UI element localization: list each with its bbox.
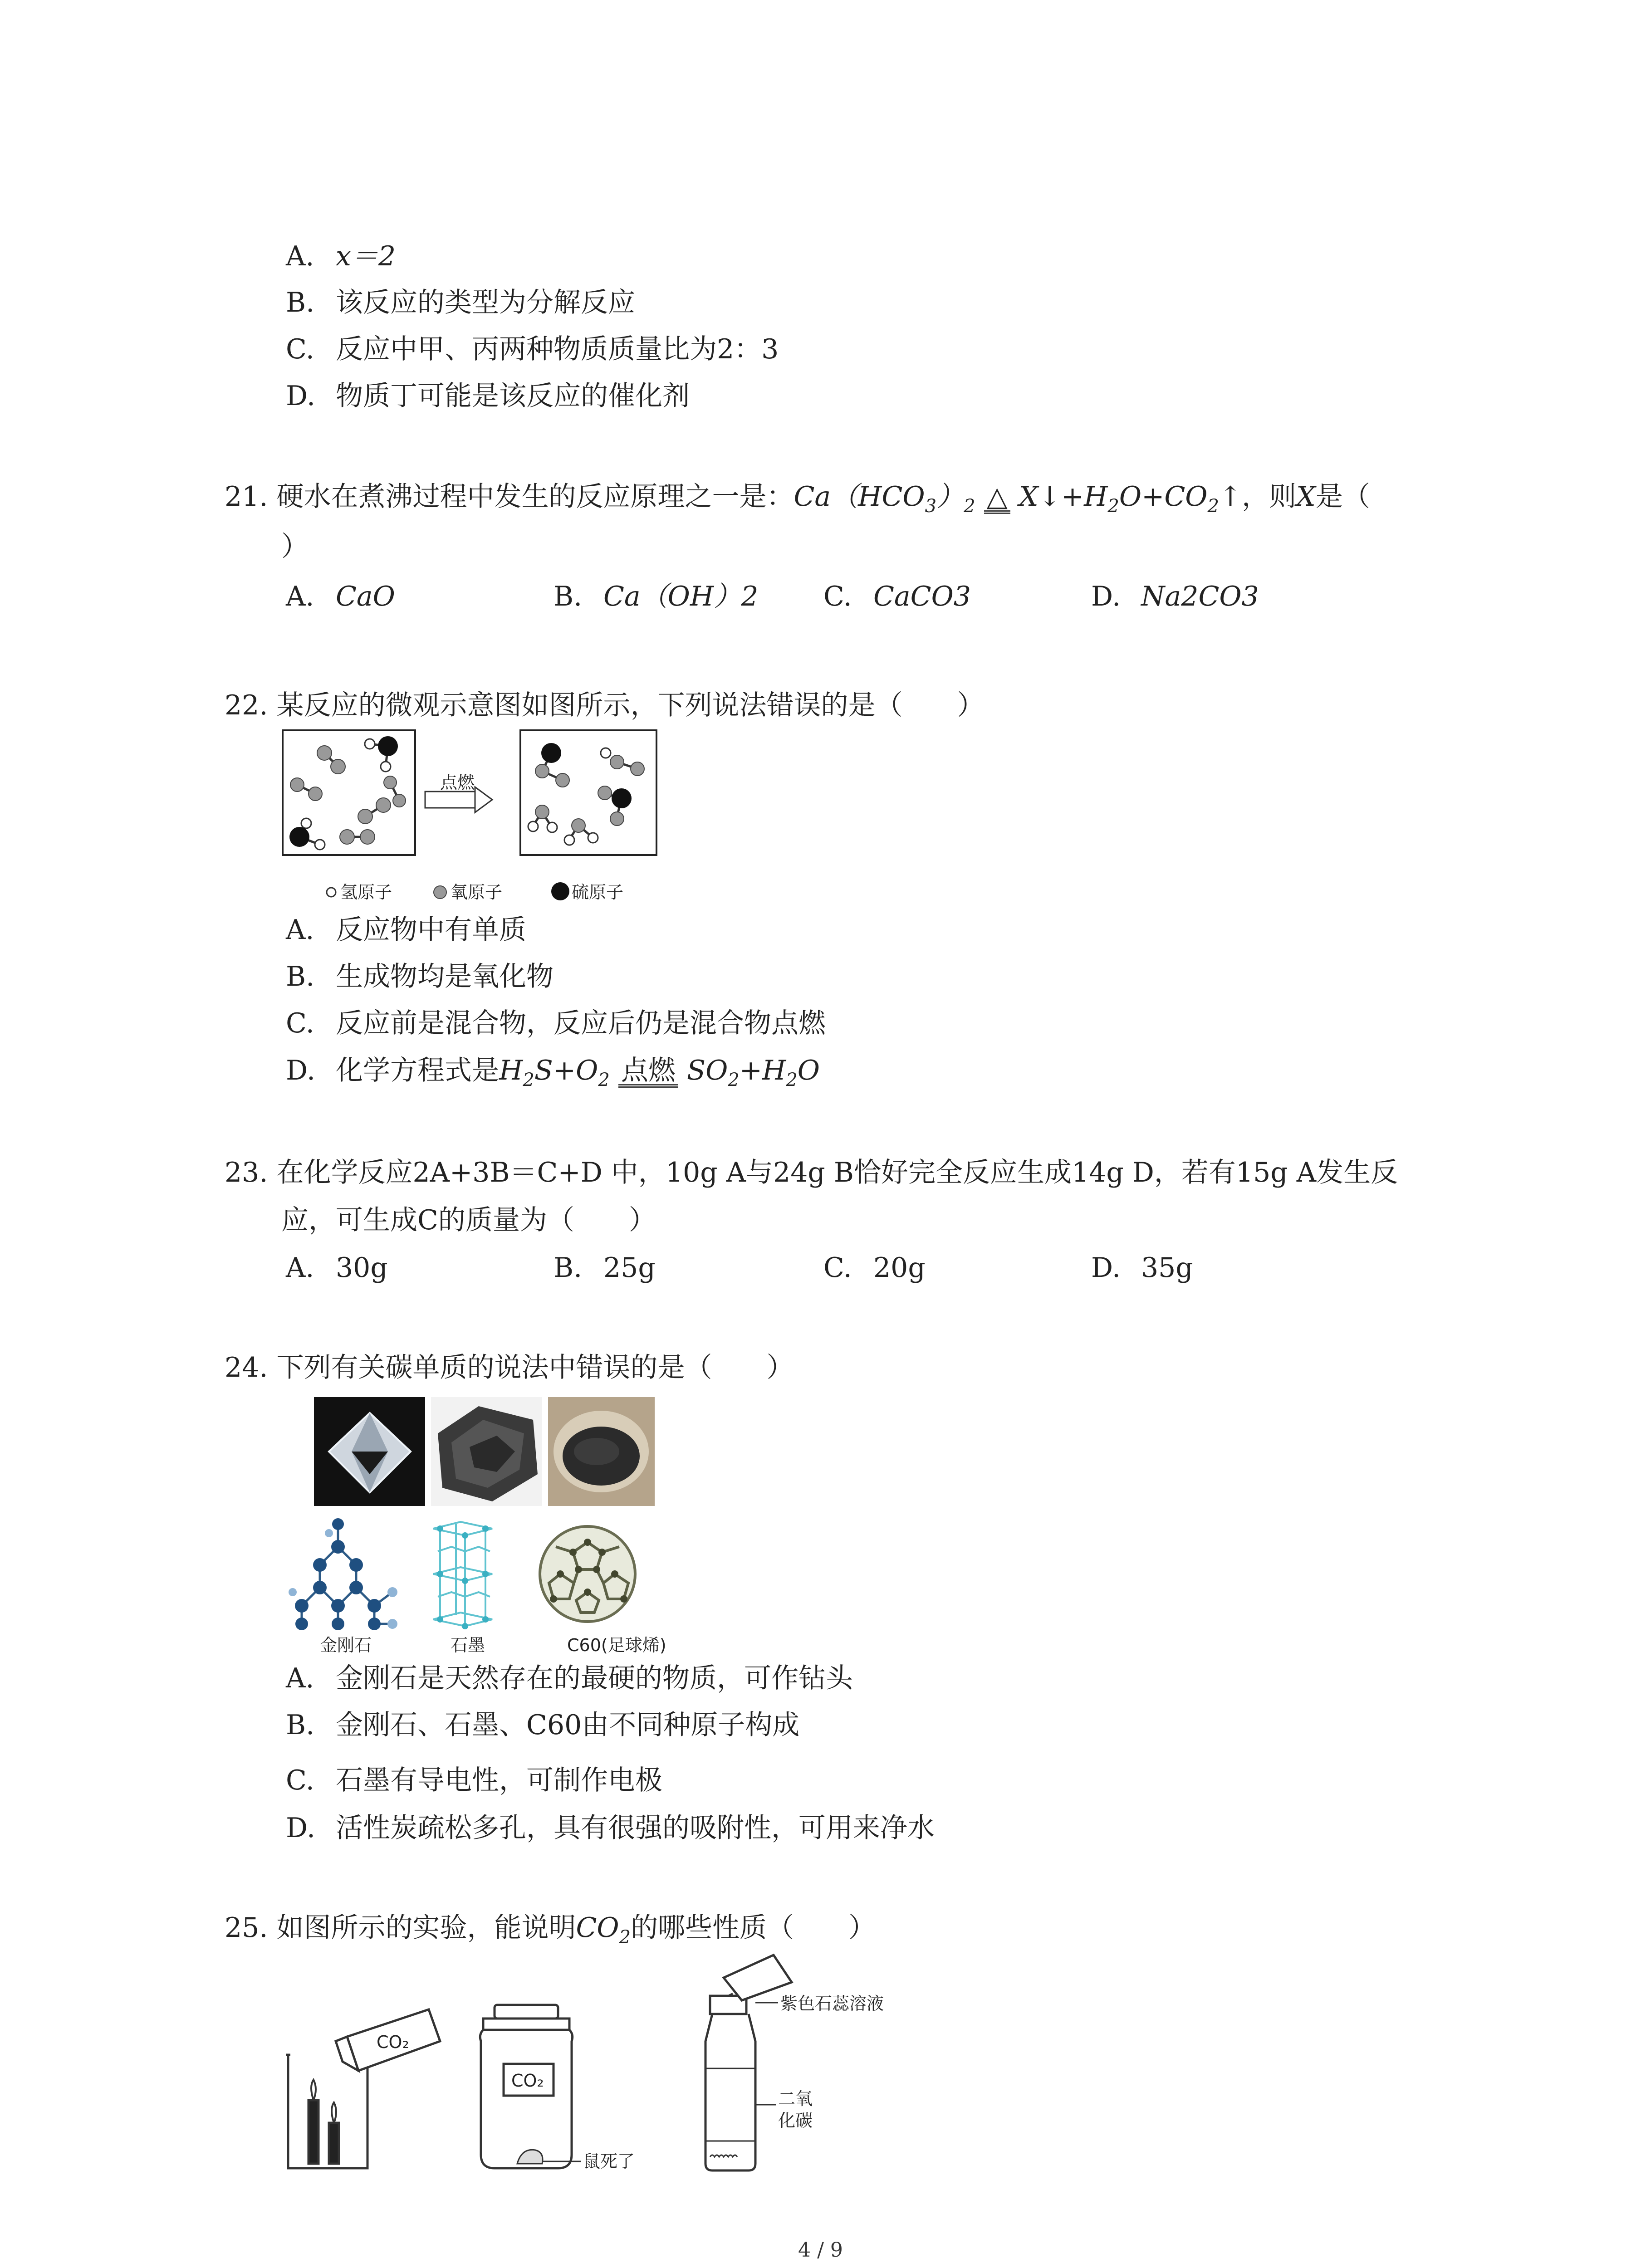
svg-text:鼠死了: 鼠死了 <box>583 2151 635 2171</box>
question-number: 25. <box>225 1912 268 1944</box>
svg-text:化碳: 化碳 <box>778 2111 813 2131</box>
q21-stem-close: ） <box>281 531 309 562</box>
q22-option-c: C. 反应前是混合物，反应后仍是混合物点燃 <box>286 1007 826 1039</box>
svg-text:CO₂: CO₂ <box>377 2032 409 2052</box>
q25-experiment-figure <box>279 1950 914 2177</box>
caption-graphite: 石墨 <box>451 1635 485 1655</box>
caption-diamond: 金刚石 <box>320 1635 372 1655</box>
q20-option-d: D. 物质丁可能是该反应的催化剂 <box>286 380 690 412</box>
q22-micro-reaction-diagram <box>279 726 696 907</box>
svg-text:紫色石蕊溶液: 紫色石蕊溶液 <box>780 1994 884 2014</box>
svg-text:CO₂: CO₂ <box>511 2071 544 2091</box>
q24-option-d: D. 活性炭疏松多孔，具有很强的吸附性，可用来净水 <box>286 1812 935 1844</box>
q23-option-c: C. 20g <box>823 1252 926 1284</box>
diamond-structure <box>289 1518 397 1655</box>
q23-option-a: A. 30g <box>286 1252 388 1284</box>
q21-option-c: C. CaCO3 <box>823 581 971 612</box>
bottle-litmus-experiment <box>705 1955 884 2170</box>
c60-structure <box>540 1526 666 1655</box>
caption-c60: C60(足球烯) <box>567 1635 666 1655</box>
q24-stem: 24. 下列有关碳单质的说法中错误的是（ ） <box>225 1352 794 1383</box>
question-number: 22. <box>225 689 268 721</box>
q23-stem: 23. 在化学反应2A+3B＝C+D 中，10g A与24g B恰好完全反应生成14g D，若有15g A发生反 <box>225 1157 1398 1188</box>
svg-text:氢原子: 氢原子 <box>340 882 392 902</box>
q21-option-d: D. Na2CO3 <box>1091 581 1259 612</box>
product-box <box>520 730 656 855</box>
page-number: 4 / 9 <box>798 2239 843 2262</box>
svg-text:氧原子: 氧原子 <box>451 882 503 902</box>
reaction-formula: $Ca(HCO_3)_2$ <box>794 481 975 517</box>
q22-stem: 22. 某反应的微观示意图如图所示，下列说法错误的是（ ） <box>225 689 985 721</box>
graphite-photo <box>431 1397 542 1506</box>
reaction-condition: 点燃 <box>618 1052 678 1089</box>
q23-option-d: D. 35g <box>1091 1252 1193 1284</box>
graphite-structure <box>433 1522 492 1655</box>
q23-option-b: B. 25g <box>554 1252 656 1284</box>
question-number: 21. <box>225 481 268 513</box>
q24-option-b: B. 金刚石、石墨、C60由不同种原子构成 <box>286 1709 800 1741</box>
activated-carbon-photo <box>548 1397 655 1506</box>
q24-carbon-allotropes-figure <box>279 1393 678 1656</box>
q25-stem: 25. 如图所示的实验，能说明$CO_2$的哪些性质（ ） <box>225 1912 876 1948</box>
q20-option-b: B. 该反应的类型为分解反应 <box>286 287 635 318</box>
gas-jar-mouse-experiment <box>480 2005 635 2171</box>
q20-option-c: C. 反应中甲、丙两种物质质量比为2：3 <box>286 333 779 365</box>
arrow-condition-label: 点燃 <box>440 772 475 792</box>
q20-option-a: A. x＝2 <box>286 240 396 272</box>
diamond-photo <box>314 1397 425 1506</box>
question-number: 24. <box>225 1352 268 1383</box>
reactant-box <box>283 730 415 855</box>
q22-option-b: B. 生成物均是氧化物 <box>286 961 554 992</box>
svg-text:硫原子: 硫原子 <box>572 882 624 902</box>
q24-option-c: C. 石墨有导电性，可制作电极 <box>286 1765 662 1796</box>
svg-text:二氧: 二氧 <box>778 2089 813 2109</box>
candle-beaker-experiment <box>286 2009 440 2168</box>
reaction-arrow <box>425 772 492 812</box>
question-number: 23. <box>225 1157 268 1188</box>
q21-option-b: B. Ca（OH）2 <box>554 581 759 612</box>
atom-legend <box>327 882 623 902</box>
q22-option-d: D. 化学方程式是$H_2S+O_2$ 点燃 $SO_2+H_2O$ <box>286 1052 820 1098</box>
reaction-condition: △ <box>984 479 1010 515</box>
q21-stem: 21. 硬水在煮沸过程中发生的反应原理之一是：$Ca(HCO_3)_2$ △ $X↓+H_2O+CO_2↑$，则X是（ <box>225 479 1370 524</box>
q21-option-a: A. CaO <box>286 581 395 612</box>
q23-stem-line2: 应，可生成C的质量为（ ） <box>281 1204 656 1236</box>
q22-option-a: A. 反应物中有单质 <box>286 914 526 946</box>
q24-option-a: A. 金刚石是天然存在的最硬的物质，可作钻头 <box>286 1662 853 1694</box>
